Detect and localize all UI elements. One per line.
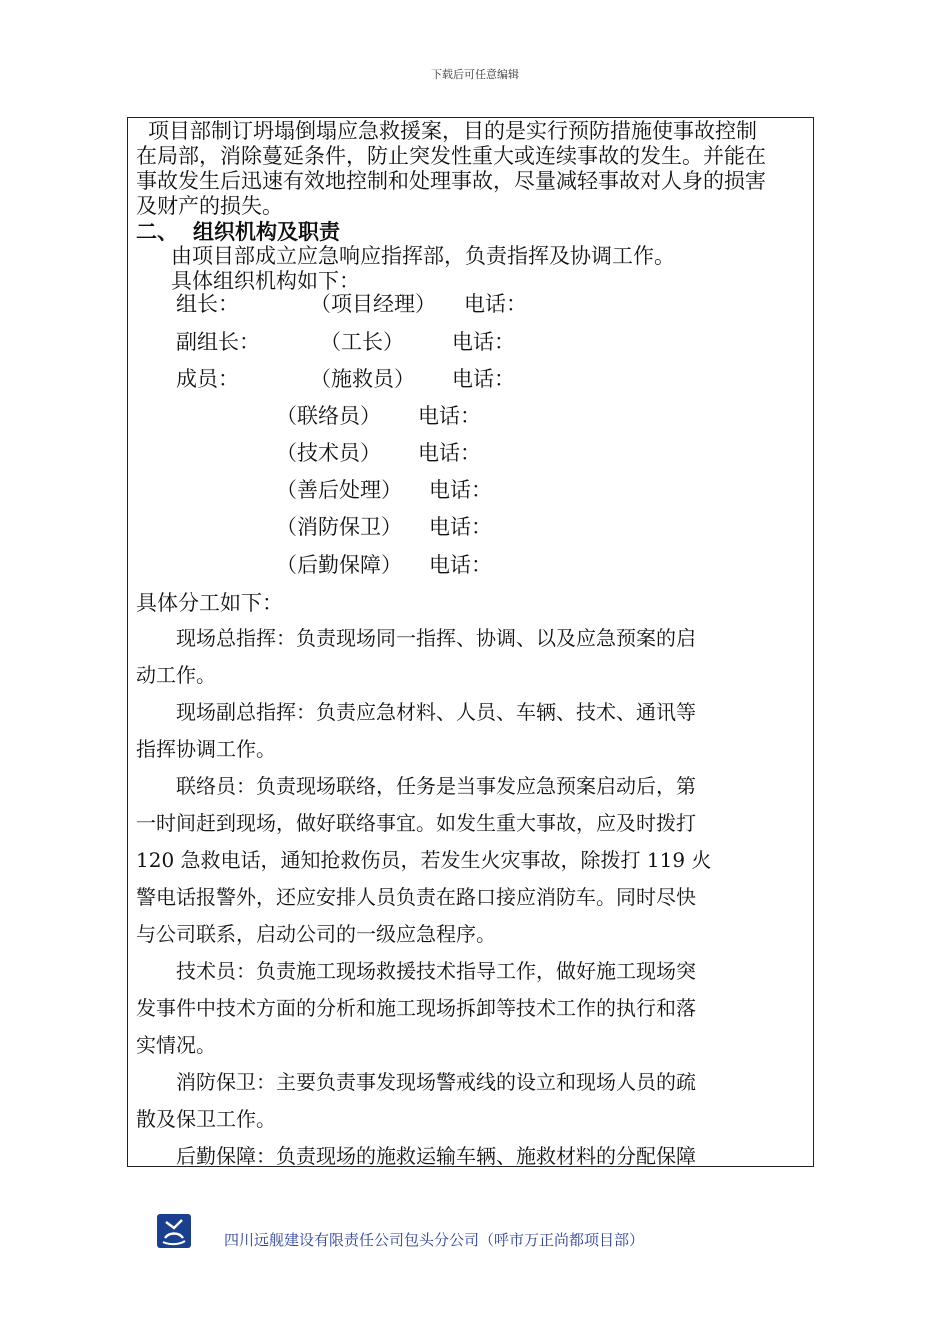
section-number: 二、 [136, 219, 178, 244]
intro-line-2: 在局部，消除蔓延条件，防止突发性重大或连续事故的发生。并能在 [136, 144, 766, 168]
intro-line-3: 事故发生后迅速有效地控制和处理事故，尽量减轻事故对人身的损害 [136, 169, 766, 193]
duty-line: 120 急救电话，通知抢救伤员，若发生火灾事故，除拨打 119 火 [136, 848, 712, 872]
header-note: 下载后可任意编辑 [431, 68, 519, 81]
org-title: （后勤保障） [276, 553, 402, 577]
duty-line: 联络员：负责现场联络，任务是当事发应急预案启动后，第 [136, 774, 696, 798]
org-title: （工长） [320, 330, 404, 354]
duty-line: 指挥协调工作。 [136, 737, 276, 761]
org-phone: 电话： [429, 515, 492, 539]
duties-heading: 具体分工如下： [136, 591, 283, 615]
org-title: （善后处理） [276, 478, 402, 502]
section-paragraph-2: 具体组织机构如下： [171, 269, 360, 293]
section-title: 组织机构及职责 [193, 219, 340, 244]
org-title: （施救员） [310, 367, 415, 391]
duty-line: 现场总指挥：负责现场同一指挥、协调、以及应急预案的启 [136, 626, 696, 650]
duty-line: 消防保卫：主要负责事发现场警戒线的设立和现场人员的疏 [136, 1070, 696, 1094]
org-phone: 电话： [464, 292, 527, 316]
duty-line: 发事件中技术方面的分析和施工现场拆卸等技术工作的执行和落 [136, 996, 696, 1020]
org-title: （技术员） [276, 441, 381, 465]
org-role: 组长： [176, 292, 239, 316]
org-phone: 电话： [452, 367, 515, 391]
duty-line: 动工作。 [136, 663, 216, 687]
duty-line: 现场副总指挥：负责应急材料、人员、车辆、技术、通讯等 [136, 700, 696, 724]
intro-line-4: 及财产的损失。 [136, 194, 283, 218]
org-role: 副组长： [176, 330, 260, 354]
duty-line: 实情况。 [136, 1033, 216, 1057]
duty-line: 与公司联系，启动公司的一级应急程序。 [136, 922, 496, 946]
org-phone: 电话： [452, 330, 515, 354]
section-paragraph-1: 由项目部成立应急响应指挥部，负责指挥及协调工作。 [171, 244, 675, 268]
company-logo-icon [157, 1214, 191, 1248]
org-phone: 电话： [429, 553, 492, 577]
org-phone: 电话： [418, 441, 481, 465]
duty-line: 散及保卫工作。 [136, 1107, 276, 1131]
org-role: 成员： [176, 367, 239, 391]
org-title: （消防保卫） [276, 515, 402, 539]
org-phone: 电话： [429, 478, 492, 502]
org-phone: 电话： [418, 404, 481, 428]
intro-line-1: 项目部制订坍塌倒塌应急救援案，目的是实行预防措施使事故控制 [148, 119, 757, 143]
org-title: （项目经理） [310, 292, 436, 316]
duty-line: 警电话报警外，还应安排人员负责在路口接应消防车。同时尽快 [136, 885, 696, 909]
duty-line: 后勤保障：负责现场的施救运输车辆、施救材料的分配保障 [136, 1144, 696, 1168]
duty-line: 技术员：负责施工现场救援技术指导工作，做好施工现场突 [136, 959, 696, 983]
footer-company: 四川远舰建设有限责任公司包头分公司（呼市万正尚都项目部） [224, 1231, 645, 1249]
duty-line: 一时间赶到现场，做好联络事宜。如发生重大事故，应及时拨打 [136, 811, 696, 835]
org-title: （联络员） [276, 404, 381, 428]
